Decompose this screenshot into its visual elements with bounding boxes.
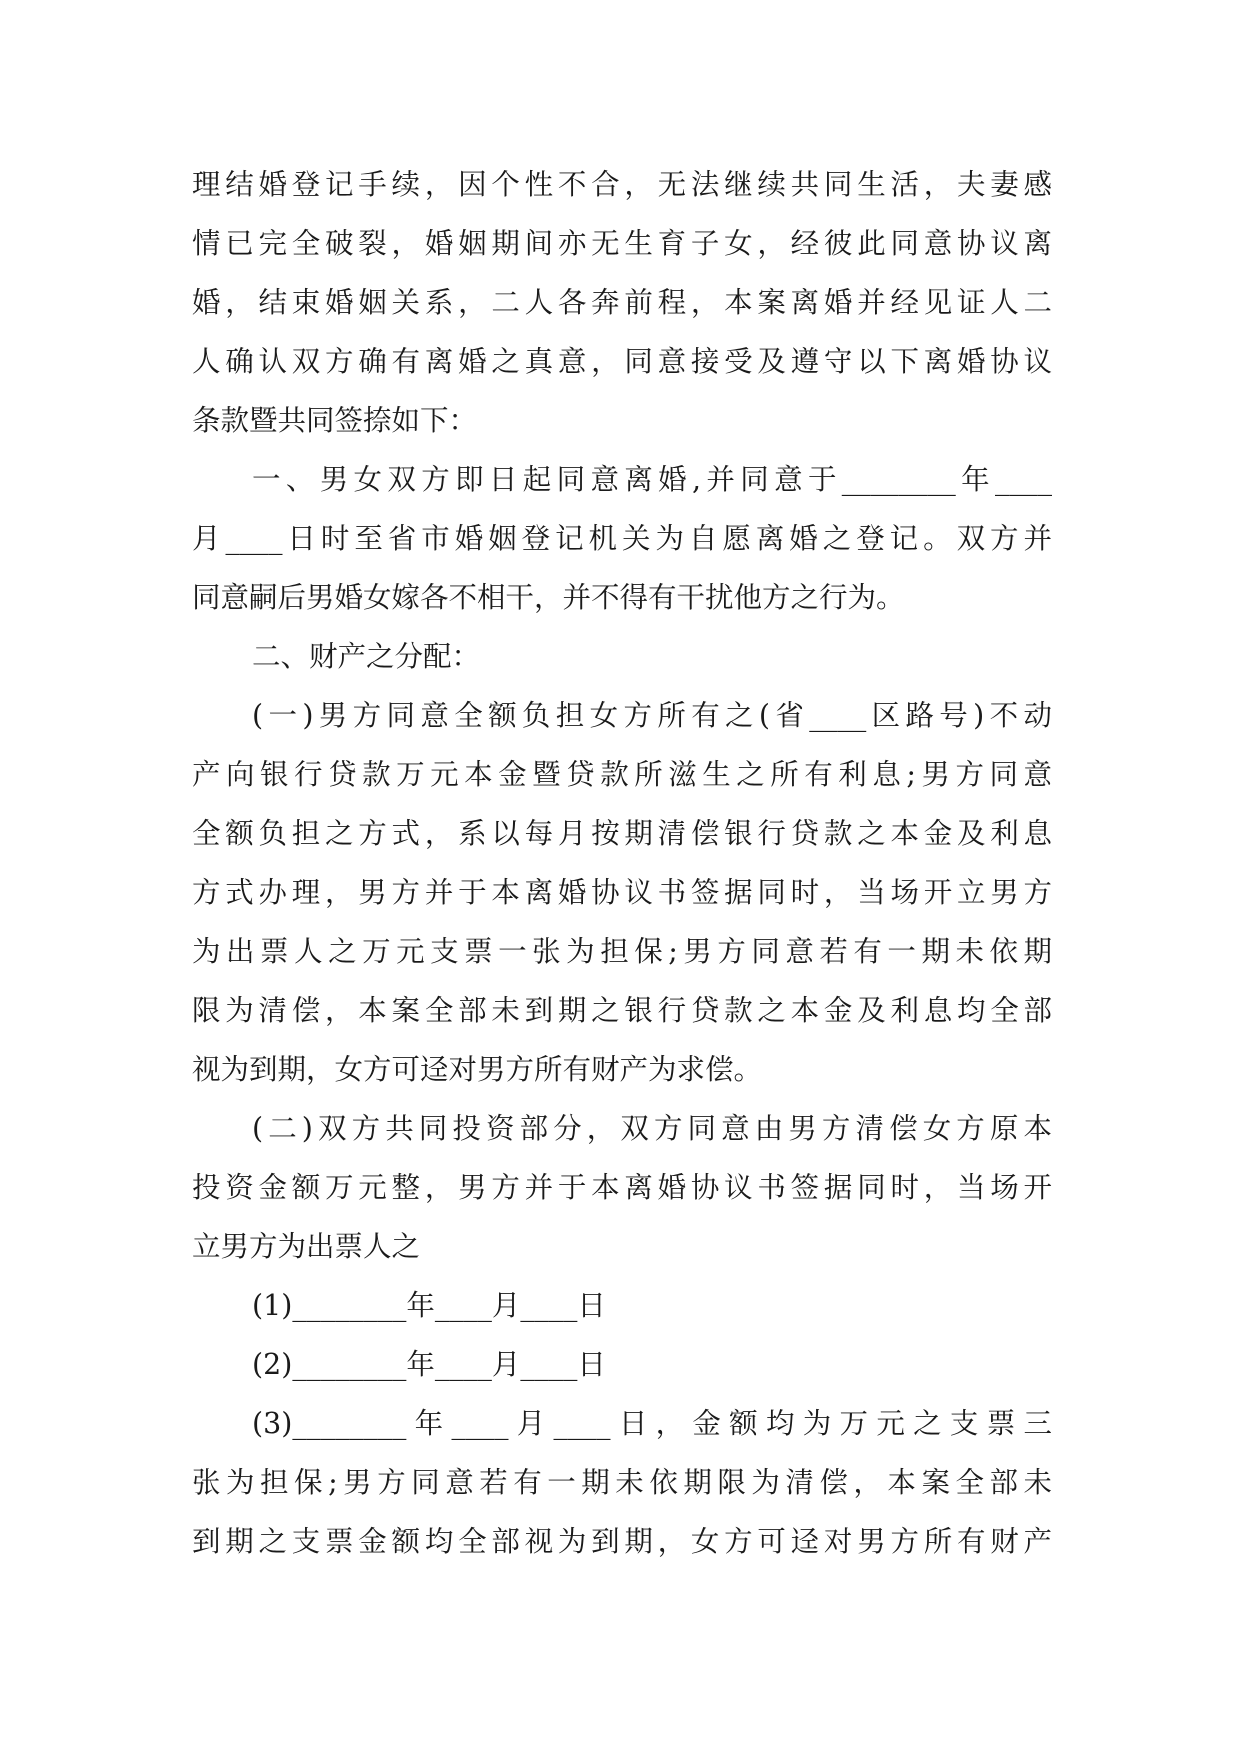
document-body (192, 155, 1052, 1571)
subclause-two-line: (二)双方共同投资部分，双方同意由男方清偿女方原本 (252, 1112, 1052, 1145)
text-line: 限为清偿，本案全部未到期之银行贷款之本金及利息均全部 (192, 994, 1052, 1027)
text-line: 产向银行贷款万元本金暨贷款所滋生之所有利息;男方同意 (192, 758, 1052, 791)
text-line: 视为到期，女方可迳对男方所有财产为求偿。 (192, 1053, 763, 1086)
text-line: 月____日时至省市婚姻登记机关为自愿离婚之登记。双方并 (192, 522, 1052, 555)
text-line: 人确认双方确有离婚之真意，同意接受及遵守以下离婚协议 (192, 345, 1052, 378)
date-blank-line: (3)________年____月____日，金额均为万元之支票三 (252, 1407, 1052, 1440)
text-line: 婚，结束婚姻关系，二人各奔前程，本案离婚并经见证人二 (192, 286, 1052, 319)
clause-one-line: 一、男女双方即日起同意离婚,并同意于________年____ (252, 463, 1052, 496)
text-line: 同意嗣后男婚女嫁各不相干，并不得有干扰他方之行为。 (192, 581, 905, 614)
subclause-one-line: (一)男方同意全额负担女方所有之(省____区路号)不动 (252, 699, 1052, 732)
date-blank-line: (2)________年____月____日 (252, 1348, 606, 1381)
text-line: 到期之支票金额均全部视为到期，女方可迳对男方所有财产 (192, 1525, 1052, 1558)
text-line: 立男方为出票人之 (192, 1230, 421, 1263)
text-line: 全额负担之方式，系以每月按期清偿银行贷款之本金及利息 (192, 817, 1052, 850)
text-line: 为出票人之万元支票一张为担保;男方同意若有一期未依期 (192, 935, 1052, 968)
text-line: 张为担保;男方同意若有一期未依期限为清偿，本案全部未 (192, 1466, 1052, 1499)
text-line: 情已完全破裂，婚姻期间亦无生育子女，经彼此同意协议离 (192, 227, 1052, 260)
text-line: 投资金额万元整，男方并于本离婚协议书签据同时，当场开 (192, 1171, 1052, 1204)
text-line: 方式办理，男方并于本离婚协议书签据同时，当场开立男方 (192, 876, 1052, 909)
text-line: 条款暨共同签捺如下： (192, 404, 478, 437)
date-blank-line: (1)________年____月____日 (252, 1289, 606, 1322)
text-line: 理结婚登记手续，因个性不合，无法继续共同生活，夫妻感 (192, 168, 1052, 201)
section-heading-property: 二、财产之分配： (252, 640, 481, 673)
